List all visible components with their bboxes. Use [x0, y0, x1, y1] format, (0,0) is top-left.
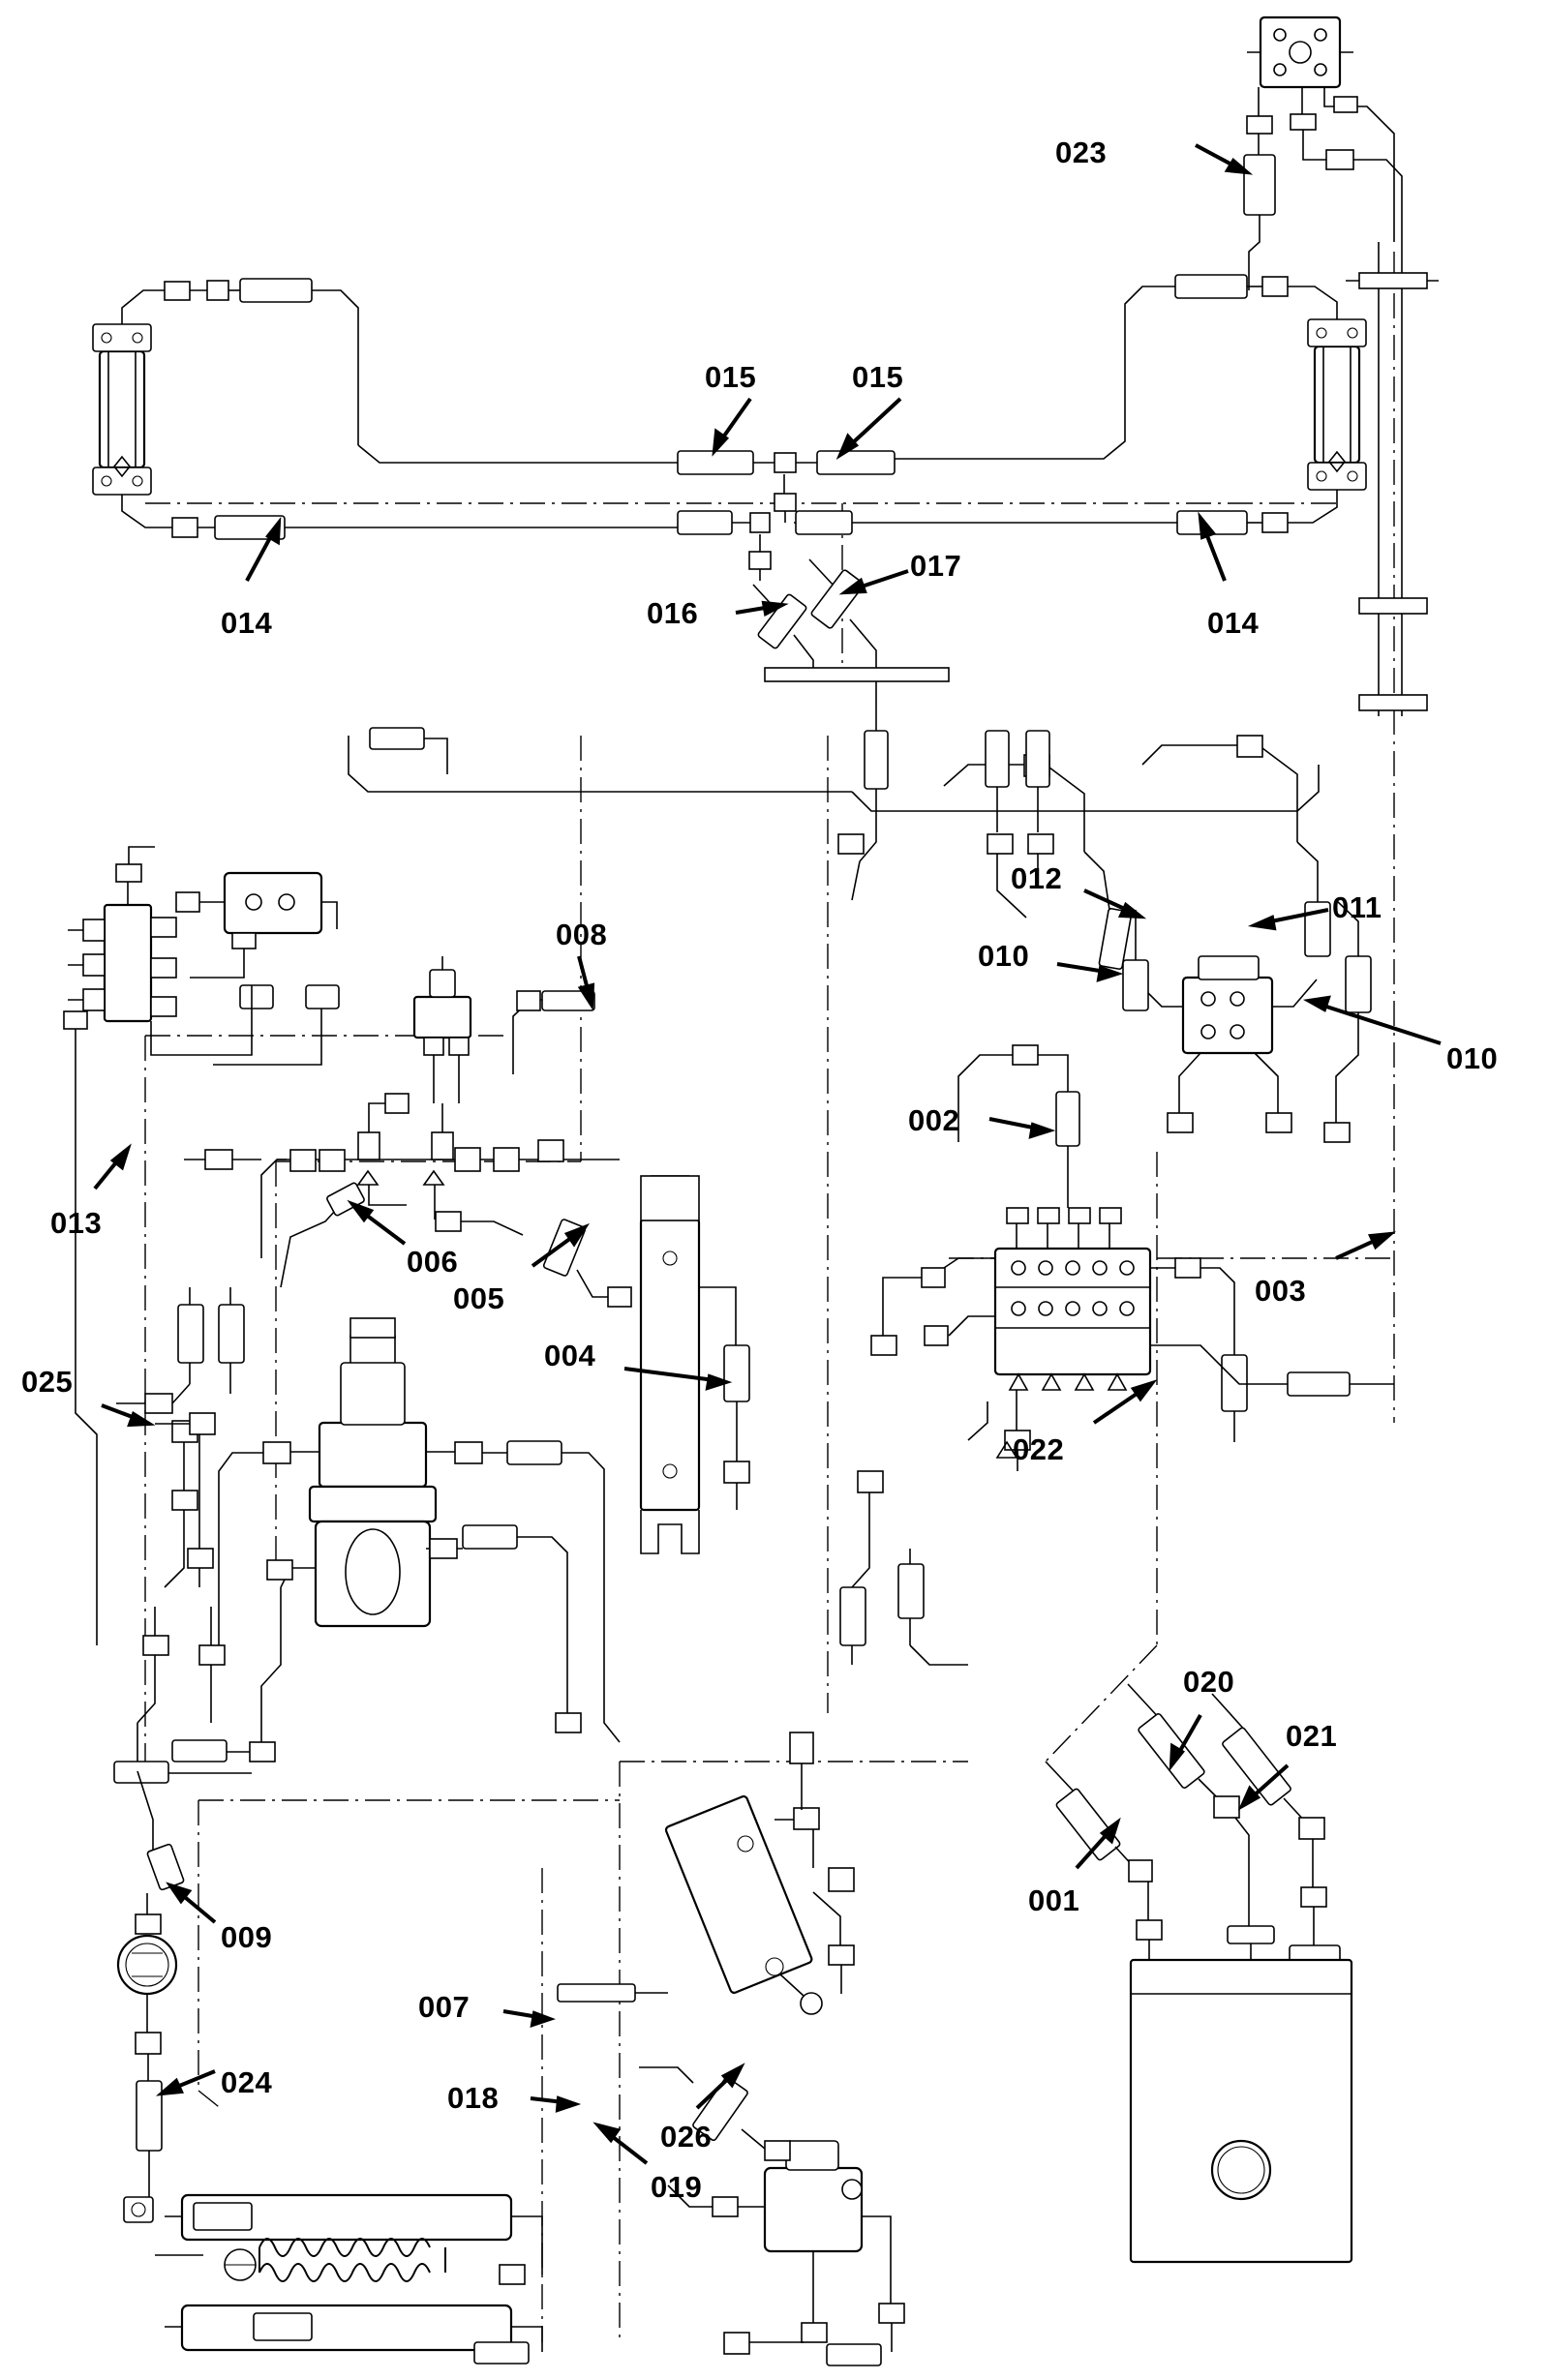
callout-012: 012 [1011, 861, 1063, 895]
callout-025: 025 [21, 1365, 74, 1399]
callout-002: 002 [908, 1103, 960, 1137]
callout-016: 016 [647, 596, 699, 630]
callout-003: 003 [1255, 1274, 1307, 1308]
lower-left-gauge-assembly [118, 1771, 184, 2222]
callout-008: 008 [556, 918, 608, 951]
filter-assembly [639, 2067, 904, 2365]
cylinder-right-assembly [794, 275, 1366, 534]
oil-cooler-assembly [155, 2195, 542, 2364]
solenoid-valve-center-left [414, 956, 471, 1103]
callout-010-left: 010 [978, 939, 1030, 973]
left-vertical-hose-column [76, 1161, 271, 1783]
callout-007: 007 [418, 1990, 471, 2024]
callout-021: 021 [1286, 1719, 1338, 1753]
lift-cylinder-center [641, 1176, 749, 1553]
callout-026: 026 [660, 2120, 713, 2154]
callout-020: 020 [1183, 1665, 1235, 1699]
callout-013: 013 [50, 1206, 103, 1240]
callout-011: 011 [1332, 890, 1382, 924]
callout-014-right: 014 [1207, 606, 1260, 640]
mid-horizontal-pipe-run [184, 1094, 620, 1258]
callout-015-right: 015 [852, 360, 904, 394]
angled-plate-assembly [558, 1732, 854, 2014]
callout-010-right: 010 [1446, 1041, 1499, 1075]
callout-006: 006 [407, 1245, 459, 1279]
callout-019: 019 [651, 2170, 703, 2204]
callout-009: 009 [221, 1920, 273, 1954]
hydraulic-reservoir [1131, 1960, 1352, 2262]
callout-023: 023 [1055, 136, 1108, 169]
center-tee-assembly [678, 451, 949, 736]
cylinder-left-assembly [93, 279, 736, 539]
hose-008 [513, 991, 594, 1074]
callout-018: 018 [447, 2081, 500, 2115]
manifold-left-bank [64, 847, 339, 1161]
upper-risers [349, 728, 1319, 918]
callout-014-left: 014 [221, 606, 273, 640]
callout-022: 022 [1013, 1432, 1065, 1466]
callout-024: 024 [221, 2065, 273, 2099]
callout-017: 017 [910, 549, 962, 583]
callout-004: 004 [544, 1339, 596, 1372]
callout-001: 001 [1028, 1883, 1080, 1917]
callout-005: 005 [453, 1281, 505, 1315]
callout-015-left: 015 [705, 360, 757, 394]
